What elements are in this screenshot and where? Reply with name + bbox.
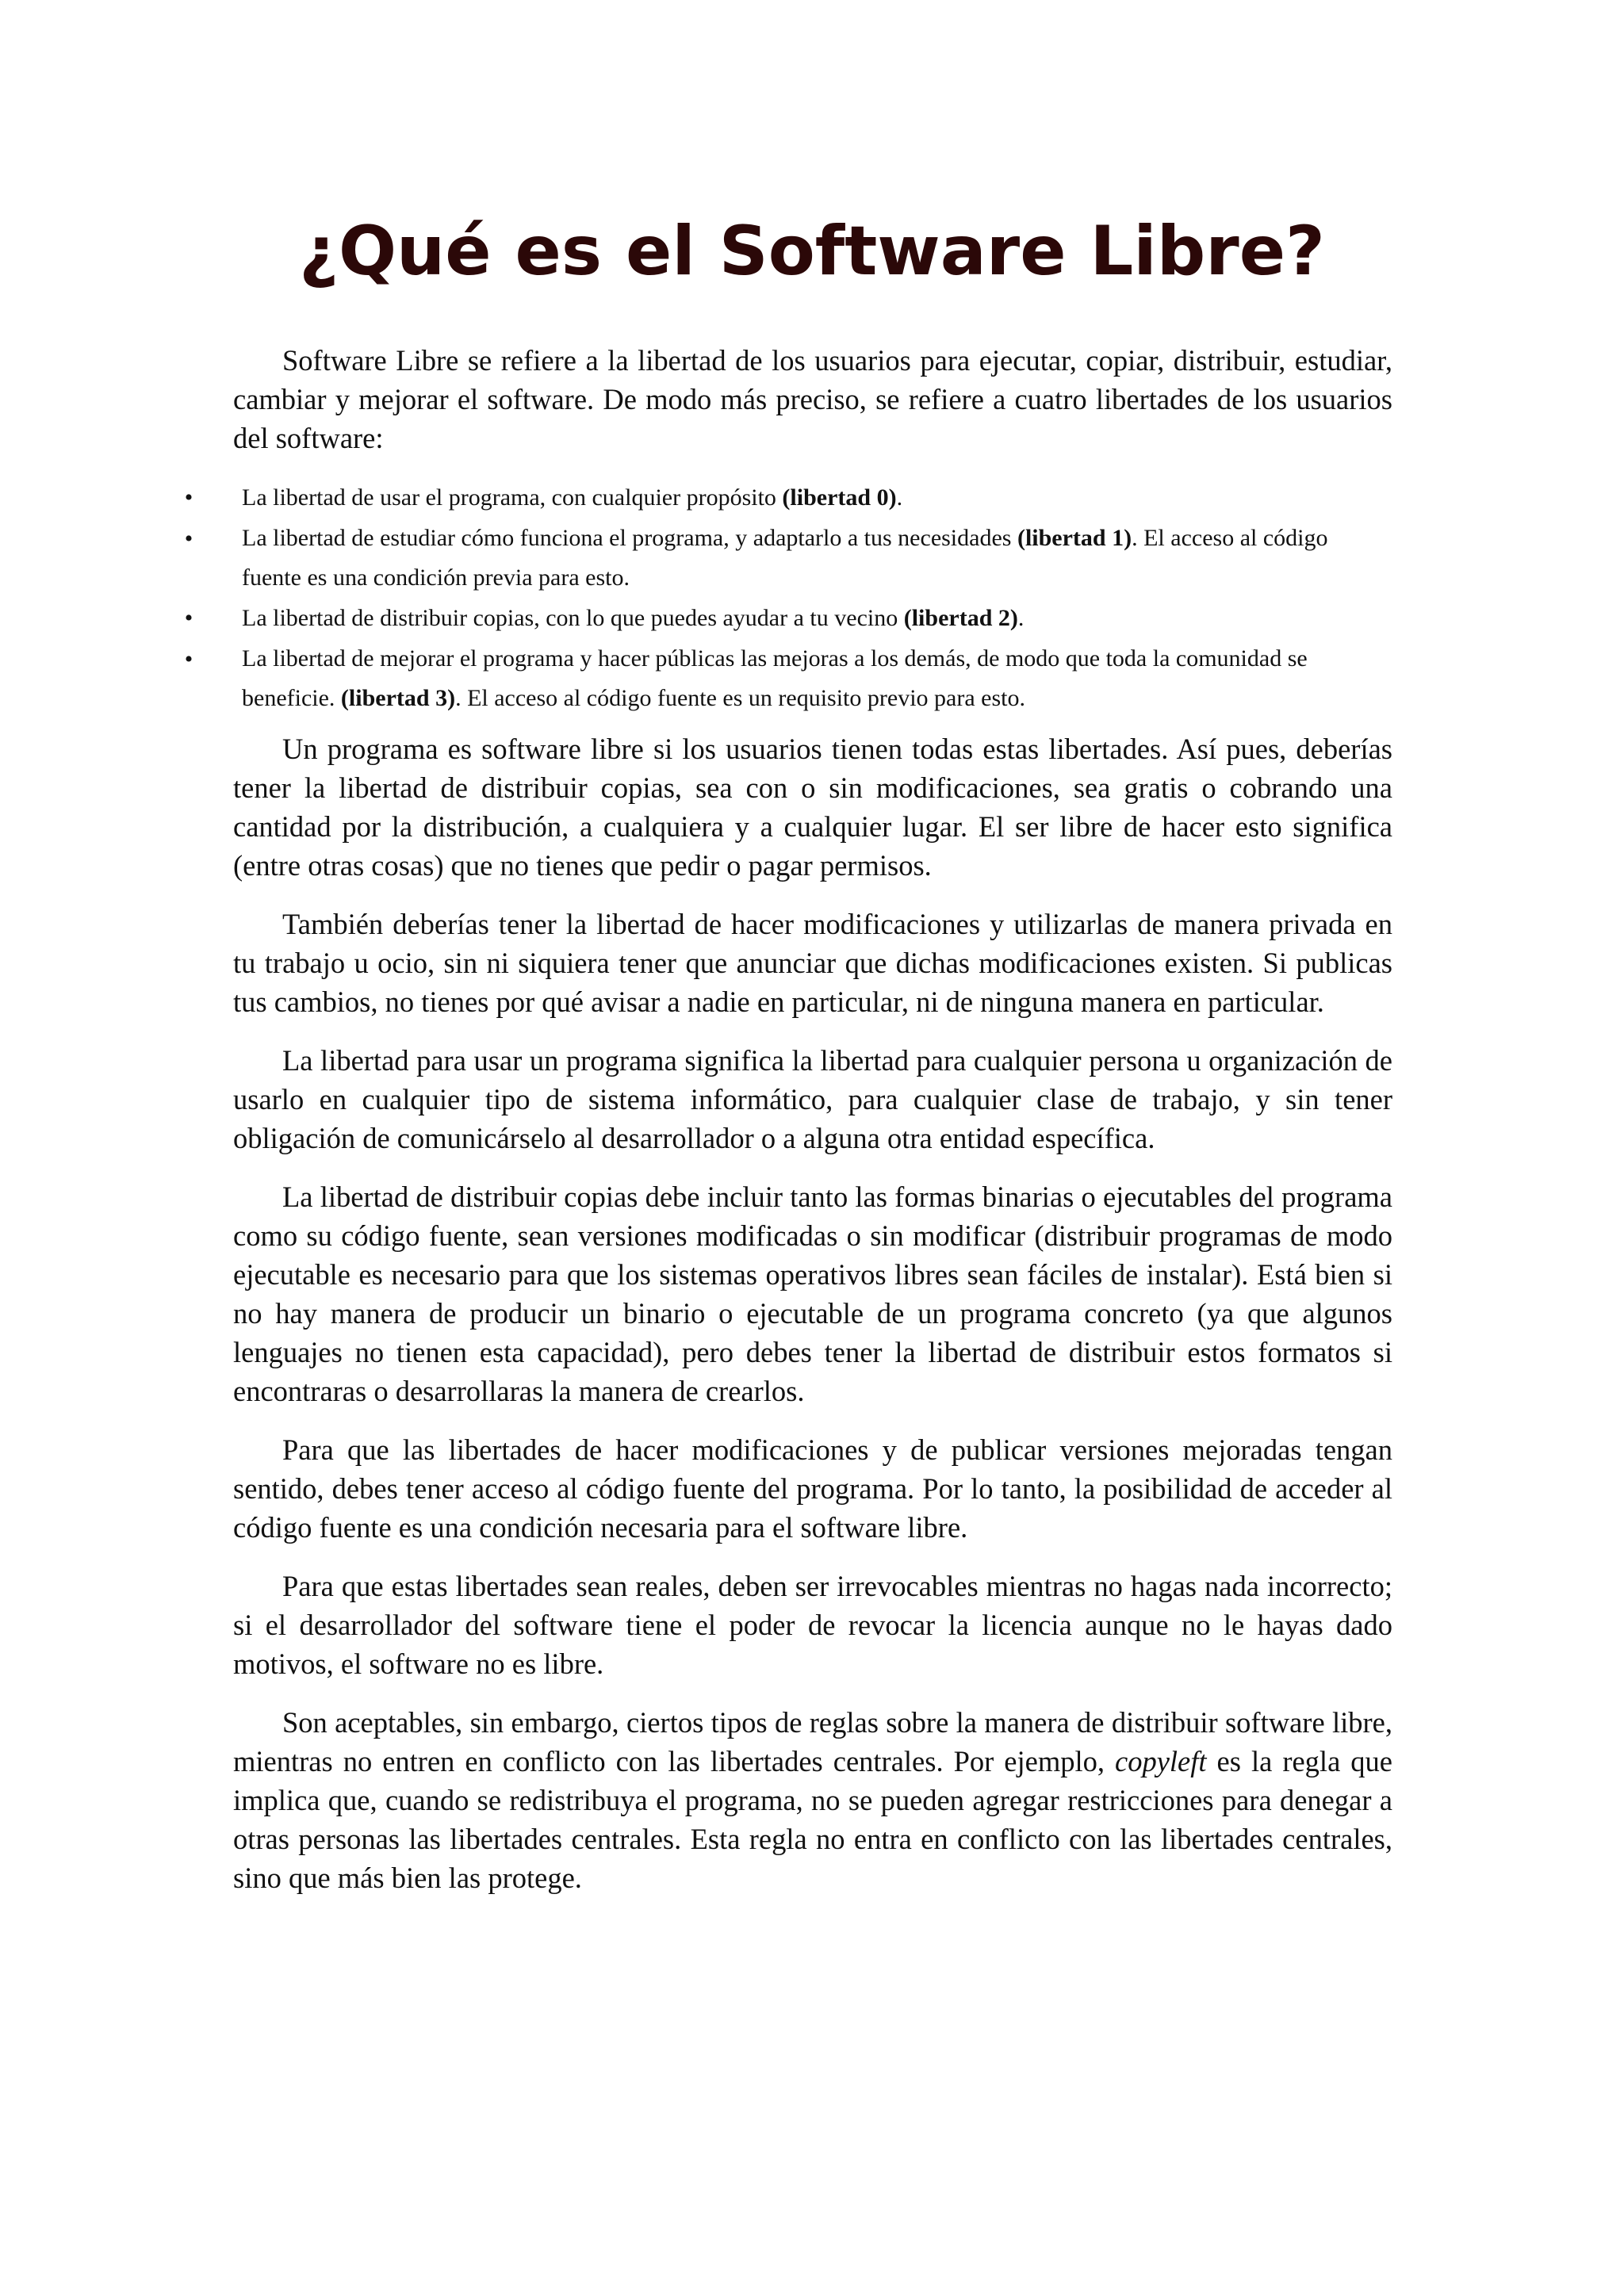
body-paragraph: Un programa es software libre si los usuarios tienen todas estas libertades. Así pues, deberías tener la libertad de distribuir copias, sea con o sin modificaciones, sea gratis o cobrando una cantidad por la distribución, a cualquiera y a cualquier lugar. El ser libre de hacer esto significa (entre otras cosas) que no tienes que pedir o pagar permisos. [233, 733, 1392, 882]
freedoms-list [181, 477, 1392, 718]
list-item [181, 598, 1392, 639]
freedom-label: (libertad 1) [1017, 525, 1132, 551]
body-paragraph: Para que las libertades de hacer modificaciones y de publicar versiones mejoradas tengan sentido, debes tener acceso al código fuente del programa. Por lo tanto, la posibilidad de acceder al código fuente es una condición necesaria para el software libre. [233, 1433, 1392, 1544]
intro-paragraph: Software Libre se refiere a la libertad de los usuarios para ejecutar, copiar, distribuir, estudiar, cambiar y mejorar el software. De modo más preciso, se refiere a cuatro libertades de los usuarios del software: [233, 344, 1392, 454]
bullet-icon: • [184, 526, 193, 552]
page-title: ¿Qué es el Software Libre? [299, 212, 1325, 291]
freedom-label: (libertad 2) [903, 605, 1018, 631]
freedom-text-start: La libertad de distribuir copias, con lo que puedes ayudar a tu vecino [242, 605, 904, 631]
body-paragraph: La libertad para usar un programa significa la libertad para cualquier persona u organización de usarlo en cualquier tipo de sistema informático, para cualquier clase de trabajo, y sin tener obligación de comunicárselo al desarrollador o a alguna otra entidad específica. [233, 1044, 1392, 1154]
last-paragraph-end: es la regla que implica que, cuando se redistribuya el programa, no se pueden agregar restricciones para denegar a otras personas las libertades centrales. Esta regla no entra en conflicto con las libertades centrales, sino que más bien las protege. [233, 1745, 1392, 1894]
body-paragraph: La libertad de distribuir copias debe incluir tanto las formas binarias o ejecutables del programa como su código fuente, sean versiones modificadas o sin modificar (distribuir programas de modo ejecutable es necesario para que los sistemas operativos libres sean fáciles de instalar). Está bien si no hay manera de producir un binario o ejecutable de un programa concreto (ya que algunos lenguajes no tienen esta capacidad), pero debes tener la libertad de distribuir estos formatos si encontraras o desarrollaras la manera de crearlos. [233, 1181, 1392, 1407]
freedom-text [242, 598, 1392, 639]
body-paragraph: Para que estas libertades sean reales, deben ser irrevocables mientras no hagas nada incorrecto; si el desarrollador del software tiene el poder de revocar la licencia aunque no le hayas dado motivos, el software no es libre. [233, 1570, 1392, 1680]
freedom-text-start: La libertad de mejorar el programa y hacer públicas las mejoras a los demás, de modo que toda la comunidad se beneficie. [242, 645, 1308, 711]
document-body [184, 341, 1392, 1917]
last-paragraph-start: Son aceptables, sin embargo, ciertos tipos de reglas sobre la manera de distribuir software libre, mientras no entren en conflicto con las libertades centrales. Por ejemplo, [233, 1706, 1392, 1777]
freedom-text-start: La libertad de usar el programa, con cualquier propósito [242, 484, 783, 511]
bullet-icon: • [184, 484, 193, 511]
bullet-icon: • [184, 605, 193, 631]
bullet-icon: • [184, 646, 193, 672]
freedom-text-end: . El acceso al código fuente es una condición previa para esto. [242, 525, 1328, 591]
freedom-label: (libertad 0) [782, 484, 897, 511]
freedom-text-end: . [1017, 605, 1025, 631]
freedom-text [242, 639, 1392, 718]
list-item [181, 477, 1392, 519]
body-paragraph: También deberías tener la libertad de hacer modificaciones y utilizarlas de manera privada en tu trabajo u ocio, sin ni siquiera tener que anunciar que dichas modificaciones existen. Si publicas tus cambios, no tienes por qué avisar a nadie en particular, ni de ninguna manera en particular. [233, 908, 1392, 1018]
freedom-text-start: La libertad de estudiar cómo funciona el programa, y adaptarlo a tus necesidades [242, 525, 1017, 551]
list-item [181, 639, 1392, 718]
freedom-text [242, 477, 1392, 519]
freedom-text [242, 519, 1392, 598]
copyleft-term: copyleft [1115, 1745, 1207, 1777]
last-paragraph [233, 1703, 1392, 1897]
list-item [181, 519, 1392, 598]
freedom-label: (libertad 3) [340, 685, 456, 711]
freedom-text-end: . El acceso al código fuente es un requisito previo para esto. [455, 685, 1025, 711]
freedom-text-end: . [896, 484, 903, 511]
